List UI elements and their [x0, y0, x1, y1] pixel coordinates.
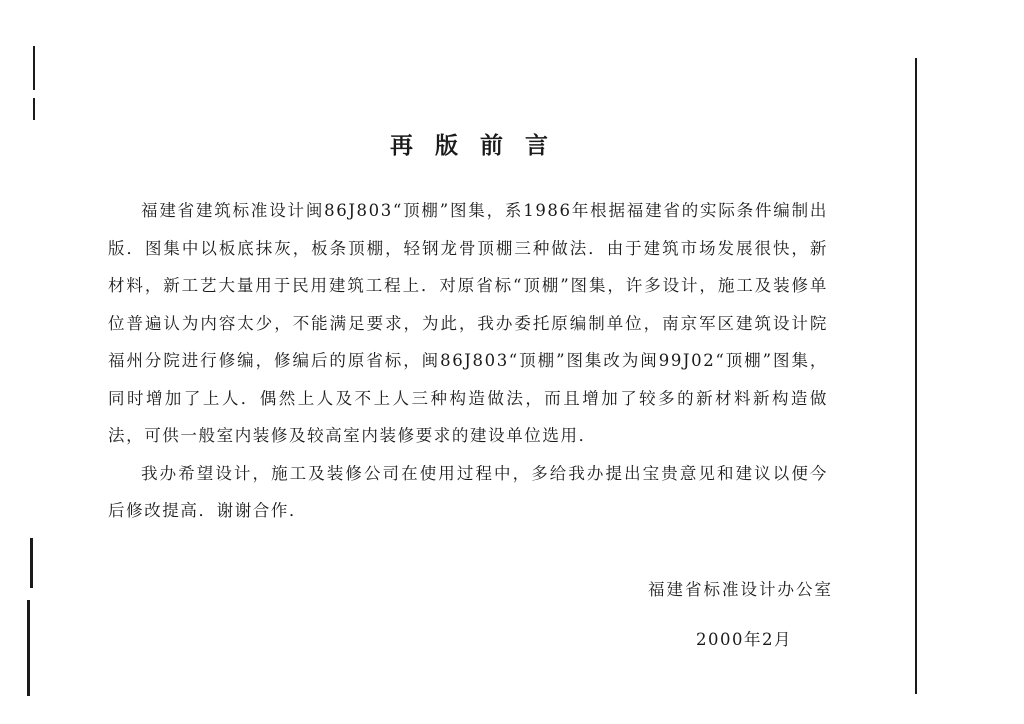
scan-border-left [30, 538, 33, 588]
document-title: 再版前言 [390, 132, 570, 159]
signature-date: 2000年2月 [696, 630, 792, 649]
scan-border-left [27, 600, 30, 696]
scan-border-right [915, 58, 917, 694]
signature-organization: 福建省标准设计办公室 [648, 580, 833, 599]
document-page [108, 130, 833, 649]
body-paragraph-1: 福建省建筑标准设计闽86J803“顶棚”图集，系1986年根据福建省的实际条件编制出版．图集中以板底抹灰，板条顶棚，轻钢龙骨顶棚三种做法．由于建筑市场发展很快，新材料，新工艺大量用于民用建筑工程上．对原省标“顶棚”图集，许多设计，施工及装修单位普遍认为内容太少，不能满足要求，为此，我办委托原编制单位，南京军区建筑设计院福州分院进行修编，修编后的原省标，闽86J803“顶棚”图集改为闽99J02“顶棚”图集，同时增加了上人．偶然上人及不上人三种构造做法，而且增加了较多的新材料新构造做法，可供一般室内装修及较高室内装修要求的建设单位选用． [108, 201, 828, 445]
scan-border-left [33, 98, 35, 120]
scan-border-left [33, 46, 35, 90]
body-paragraph-2: 我办希望设计，施工及装修公司在使用过程中，多给我办提出宝贵意见和建议以便今后修改提高．谢谢合作． [108, 463, 828, 520]
